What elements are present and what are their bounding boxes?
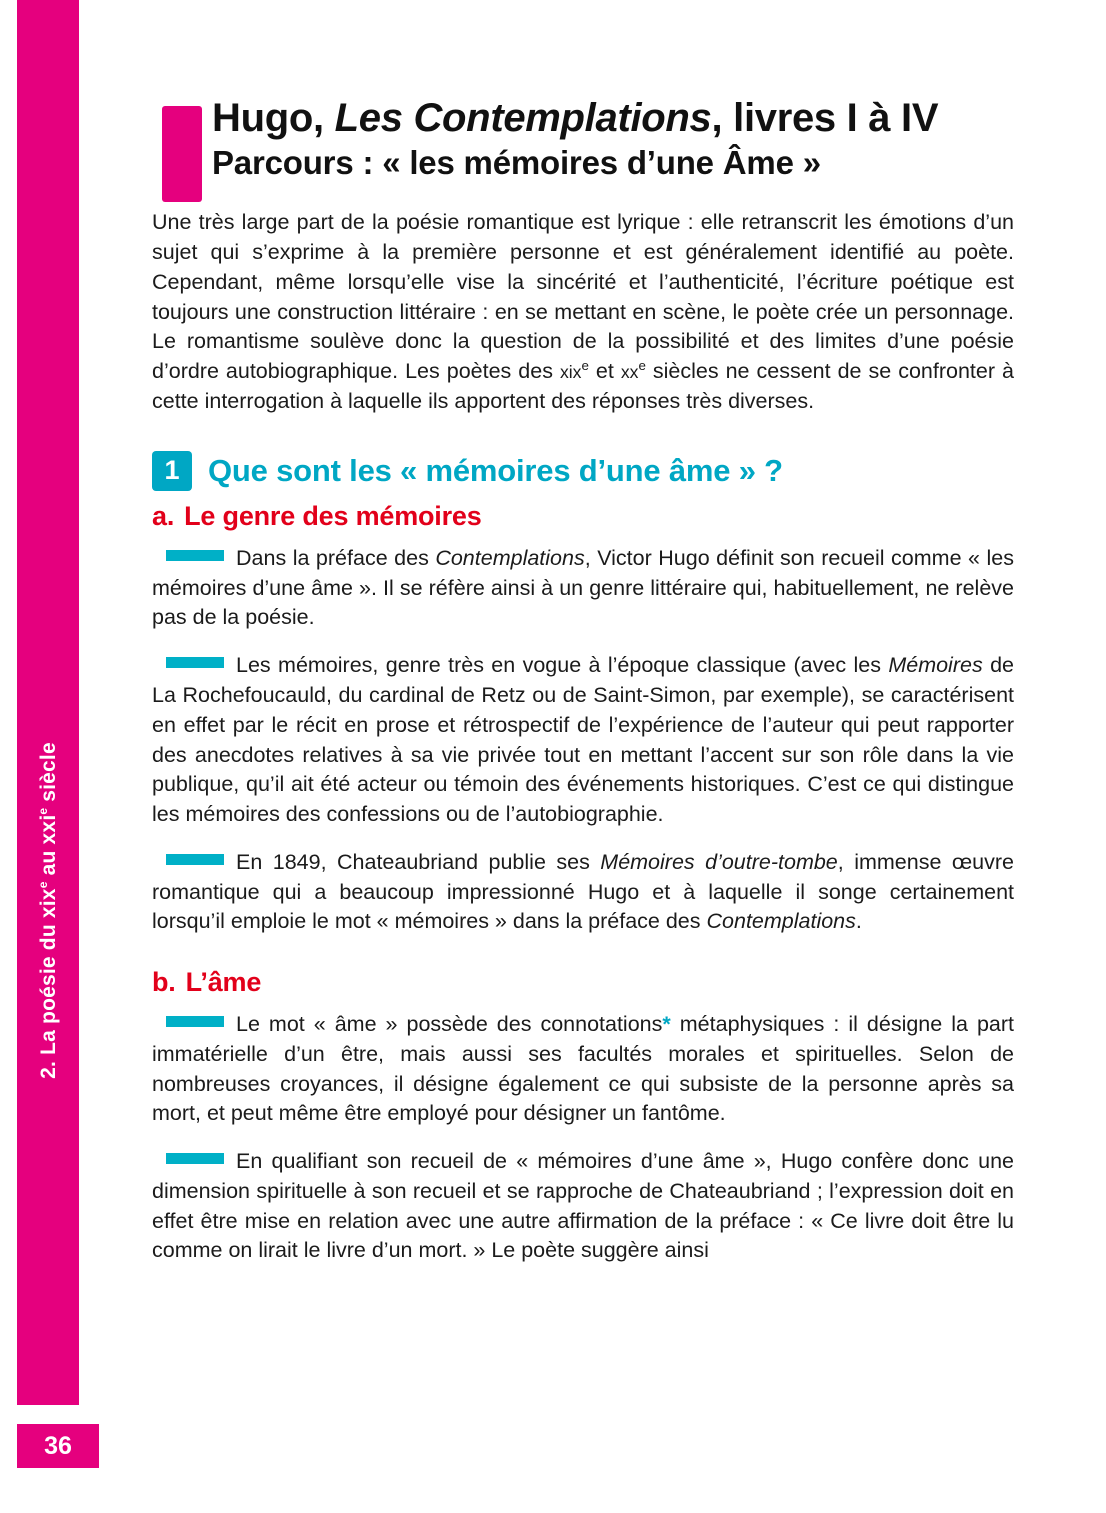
par-a3-ital1: Mémoires d’outre-tombe [600, 849, 838, 874]
par-b1-seg2: métaphysiques : il désigne la part immatérielle d’un être, mais aussi ses facultés morales et spirituelles. Selon de nombreuses croyances, il désigne également ce qui subsiste de la personne après sa mort, et peut même être employé pour désigner un fantôme. [152, 1012, 1015, 1126]
chapter-label-roman-2: xxi [36, 814, 60, 844]
bullet-paragraph [152, 544, 1014, 633]
chapter-label-roman-1: xix [36, 887, 60, 918]
subsection-heading-b [152, 967, 1014, 998]
subsection-letter-a: a. [152, 500, 175, 531]
page-content [152, 96, 1014, 1284]
bullet-paragraph [152, 651, 1014, 830]
section-number-badge: 1 [152, 451, 192, 491]
page-title [152, 96, 1014, 182]
par-a3-seg2: , immense œuvre romantique qui a beaucoup impressionné Hugo et à laquelle il songe certainement lorsqu’il emploie le mot « mémoires » dans la préface des [152, 849, 1015, 934]
chapter-label-sup-1: e [35, 880, 50, 888]
subsection-title-b: L’âme [185, 967, 262, 998]
par-a1-seg2: , Victor Hugo définit son recueil comme « les mémoires d’une âme ». Il se réfère ainsi à un genre littéraire qui, habituellement, ne relève pas de la poésie. [152, 545, 1014, 630]
dash-bullet-icon [166, 550, 224, 561]
bullet-paragraph [152, 848, 1014, 937]
title-marker [162, 106, 202, 202]
subsection-title-a: Le genre des mémoires [184, 500, 482, 531]
par-a1-ital1: Contemplations [435, 545, 585, 570]
dash-bullet-icon [166, 1016, 224, 1027]
title-line-1 [212, 96, 1014, 141]
par-a3-ital2: Contemplations [706, 909, 856, 934]
intro-paragraph: Une très large part de la poésie romantique est lyrique : elle retranscrit les émotions d’un sujet qui s’exprime à la première personne et est généralement identifié au poète. Cependant, même lorsqu’elle vise la sincérité et l’authenticité, l’écriture poétique est toujours une construction littéraire : en se mettant en scène, le poète crée un personnage. Le romantisme soulève donc la question de la possibilité et des limites d’une poésie d’ordre autobiographique. Les poètes des xix$^e$ et $xx^e$ siècles ne cessent de se confronter à cette interrogation à laquelle ils apportent des réponses très diverses. [152, 210, 1014, 414]
glossary-asterisk: * [662, 1012, 671, 1037]
chapter-label-text-suffix: siècle [36, 741, 60, 808]
par-a3-seg3: . [855, 909, 862, 934]
dash-bullet-icon [166, 854, 224, 865]
subsection-letter-b: b. [152, 967, 176, 998]
par-a2-ital1: Mémoires [888, 653, 983, 678]
subsection-heading-a [152, 501, 1014, 532]
par-b2-seg1: En qualifiant son recueil de « mémoires d’une âme », Hugo confère donc une dimension spirituelle à son recueil et se rapproche de Chateaubriand ; l’expression doit en effet être mise en relation avec une autre affirmation de la préface : « Ce livre doit être lu comme on lirait le livre d’un mort. » Le poète suggère ainsi [152, 1149, 1014, 1263]
dash-bullet-icon [166, 657, 224, 668]
section-title: Que sont les « mémoires d’une âme » ? [208, 452, 783, 488]
par-a2-seg2: de La Rochefoucauld, du cardinal de Retz ou de Saint-Simon, par exemple), se caractérisent en effet par le récit en prose et rétrospectif de l’expérience de l’auteur qui peut rapporter des anecdotes relatives à sa vie privée tout en mettant l’accent sur son rôle dans la vie publique, qu’il ait été acteur ou témoin des événements historiques. C’est ce qui distingue les mémoires des confessions ou de l’autobiographie. [152, 653, 1015, 827]
title-part-before: Hugo, [212, 96, 335, 140]
title-part-after: , livres I à IV [711, 96, 939, 140]
par-a1-seg1: Dans la préface des [236, 545, 436, 570]
par-b1-seg1: Le mot « âme » possède des connotations [236, 1012, 663, 1037]
title-line-2: Parcours : « les mémoires d’une Âme » [212, 143, 821, 181]
page-number-badge [17, 1424, 99, 1468]
chapter-label-text-prefix: 2. La poésie du [36, 917, 60, 1079]
par-a3-seg1: En 1849, Chateaubriand publie ses [236, 849, 601, 874]
section-heading-1 [152, 451, 1014, 491]
sidebar-color-band [17, 0, 79, 1405]
title-work-name: Les Contemplations [334, 96, 712, 140]
bullet-paragraph [152, 1010, 1014, 1129]
dash-bullet-icon [166, 1153, 224, 1164]
par-a2-seg1: Les mémoires, genre très en vogue à l’époque classique (avec les [236, 653, 889, 678]
chapter-label-sup-2: e [35, 807, 50, 815]
page-number: 36 [44, 1431, 72, 1460]
bullet-paragraph [152, 1147, 1014, 1266]
chapter-label-text-middle: au [36, 843, 60, 881]
